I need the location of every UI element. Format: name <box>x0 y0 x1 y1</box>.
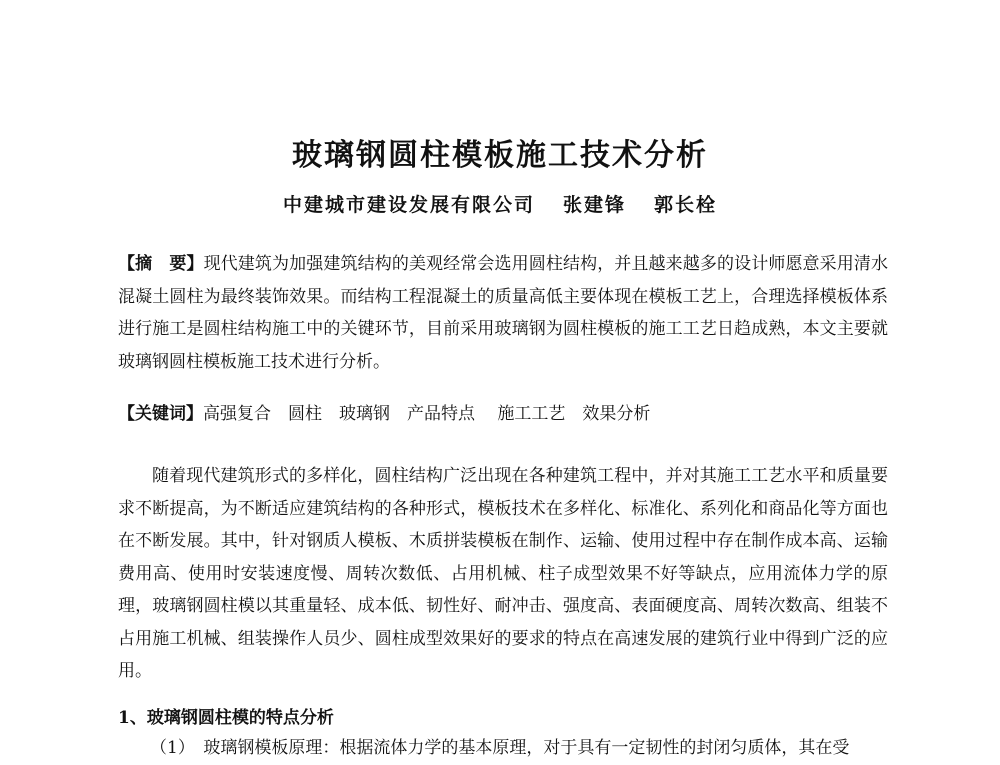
keywords-text: 高强复合 圆柱 玻璃钢 产品特点 施工工艺 效果分析 <box>203 404 651 424</box>
paper-title: 玻璃钢圆柱模板施工技术分析 <box>292 138 708 173</box>
abstract-text: 现代建筑为加强建筑结构的美观经常会选用圆柱结构，并且越来越多的设计师愿意采用清水混凝土圆柱为最终装饰效果。而结构工程混凝土的质量高低主要体现在模板工艺上，合理选择模板体系进行施工是圆柱结构施工中的关键环节，目前采用玻璃钢为圆柱模板的施工工艺日趋成熟，本文主要就玻璃钢圆柱模板施工技术进行分析。 <box>118 254 889 372</box>
body-paragraph: 随着现代建筑形式的多样化，圆柱结构广泛出现在各种建筑工程中，并对其施工工艺水平和质量要求不断提高，为不断适应建筑结构的各种形式，模板技术在多样化、标准化、系列化和商品化等方面也在不断发展。其中，针对钢质人模板、木质拼装模板在制作、运输、使用过程中存在制作成本高、运输费用高、使用时安装速度慢、周转次数低、占用机械、柱子成型效果不好等缺点，应用流体力学的原理，玻璃钢圆柱模以其重量轻、成本低、韧性好、耐冲击、强度高、表面硬度高、周转次数高、组装不占用施工机械、组装操作人员少、圆柱成型效果好的要求的特点在高速发展的建筑行业中得到广泛的应用。 <box>118 466 888 681</box>
abstract <box>118 248 888 378</box>
keywords-label: 【关键词】 <box>118 404 203 424</box>
author-name: 郭长栓 <box>654 194 718 216</box>
author-name: 张建锋 <box>562 194 626 216</box>
section-item: （1） 玻璃钢模板原理：根据流体力学的基本原理，对于具有一定韧性的封闭匀质体，其在受 <box>150 738 850 758</box>
organization: 中建城市建设发展有限公司 <box>282 194 535 216</box>
abstract-label: 【摘 要】 <box>118 254 204 274</box>
keywords <box>118 398 888 431</box>
section-heading: 1、玻璃钢圆柱模的特点分析 <box>118 708 334 728</box>
author-line <box>0 190 1000 217</box>
